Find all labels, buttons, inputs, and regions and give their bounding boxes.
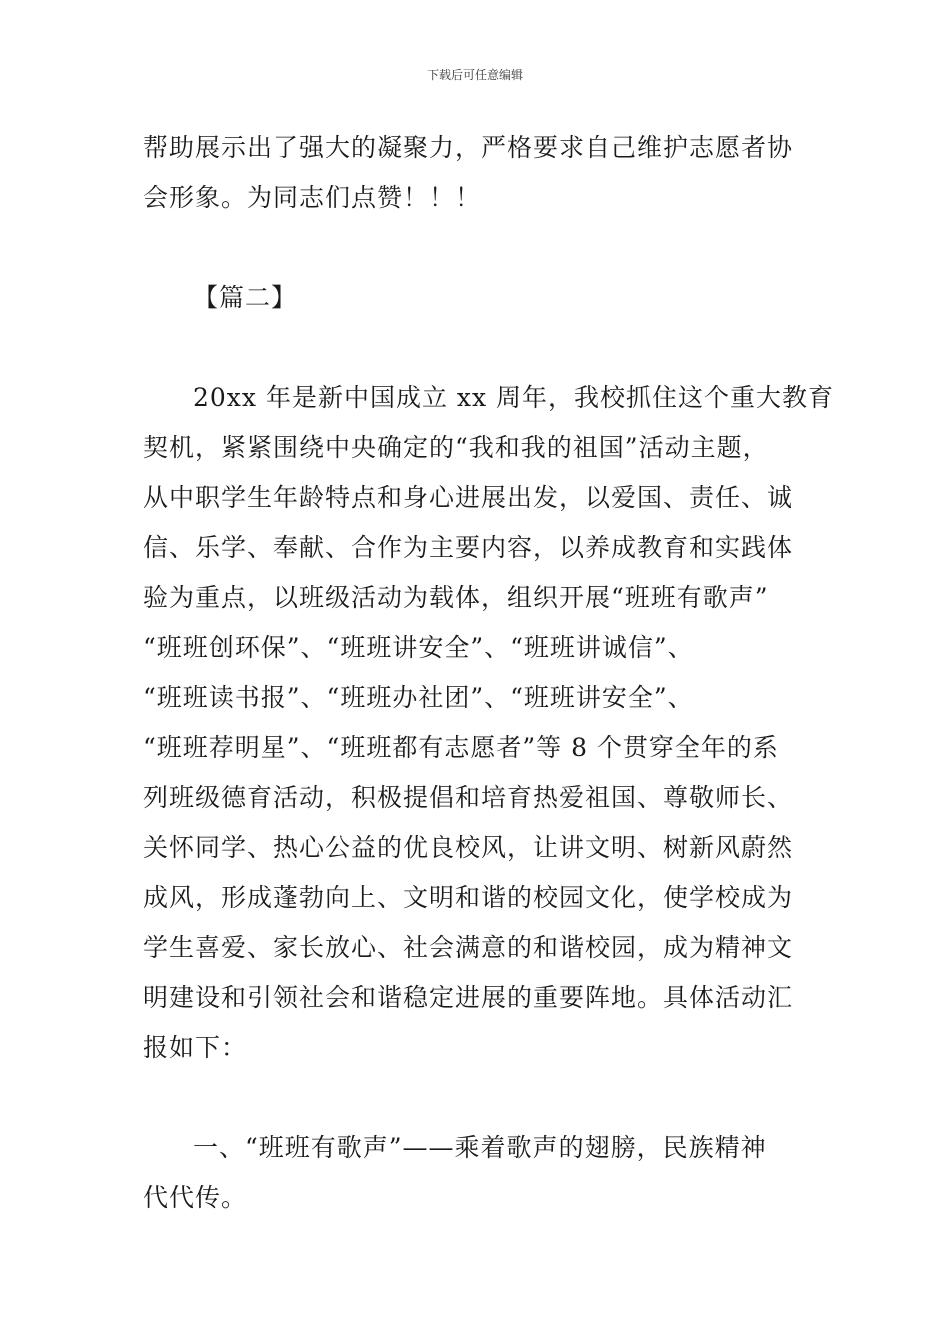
paragraph-line: 代代传。	[143, 1183, 248, 1212]
paragraph-line: 契机，紧紧围绕中央确定的“我和我的祖国”活动主题，	[143, 433, 769, 462]
paragraph-line: 关怀同学、热心公益的优良校风，让讲文明、树新风蔚然	[143, 833, 794, 862]
paragraph-line: 会形象。为同志们点赞！！！	[143, 183, 482, 212]
paragraph-line: 列班级德育活动，积极提倡和培育热爱祖国、尊敬师长、	[143, 783, 794, 812]
paragraph-line: 明建设和引领社会和谐稳定进展的重要阵地。具体活动汇	[143, 983, 794, 1012]
paragraph-line: 成风，形成蓬勃向上、文明和谐的校园文化，使学校成为	[143, 883, 794, 912]
section-heading: 【篇二】	[193, 283, 298, 312]
paragraph-line: 信、乐学、奉献、合作为主要内容，以养成教育和实践体	[143, 533, 794, 562]
section-heading: 一、“班班有歌声”——乘着歌声的翅膀，民族精神	[193, 1133, 767, 1162]
paragraph-line: “班班创环保”、“班班讲安全”、“班班讲诚信”、	[143, 633, 694, 662]
paragraph-line: 帮助展示出了强大的凝聚力，严格要求自己维护志愿者协	[143, 133, 794, 162]
paragraph-line: 验为重点，以班级活动为载体，组织开展“班班有歌声”	[143, 583, 769, 612]
paragraph-line: 报如下：	[143, 1033, 248, 1062]
paragraph-line: “班班读书报”、“班班办社团”、“班班讲安全”、	[143, 683, 694, 712]
paragraph-line: 20xx 年是新中国成立 xx 周年，我校抓住这个重大教育	[193, 383, 835, 412]
paragraph-line: 学生喜爱、家长放心、社会满意的和谐校园，成为精神文	[143, 933, 794, 962]
header-note: 下载后可任意编辑	[426, 68, 523, 82]
paragraph-line: “班班荐明星”、“班班都有志愿者”等 8 个贯穿全年的系	[143, 733, 779, 762]
paragraph-line: 从中职学生年龄特点和身心进展出发，以爱国、责任、诚	[143, 483, 794, 512]
